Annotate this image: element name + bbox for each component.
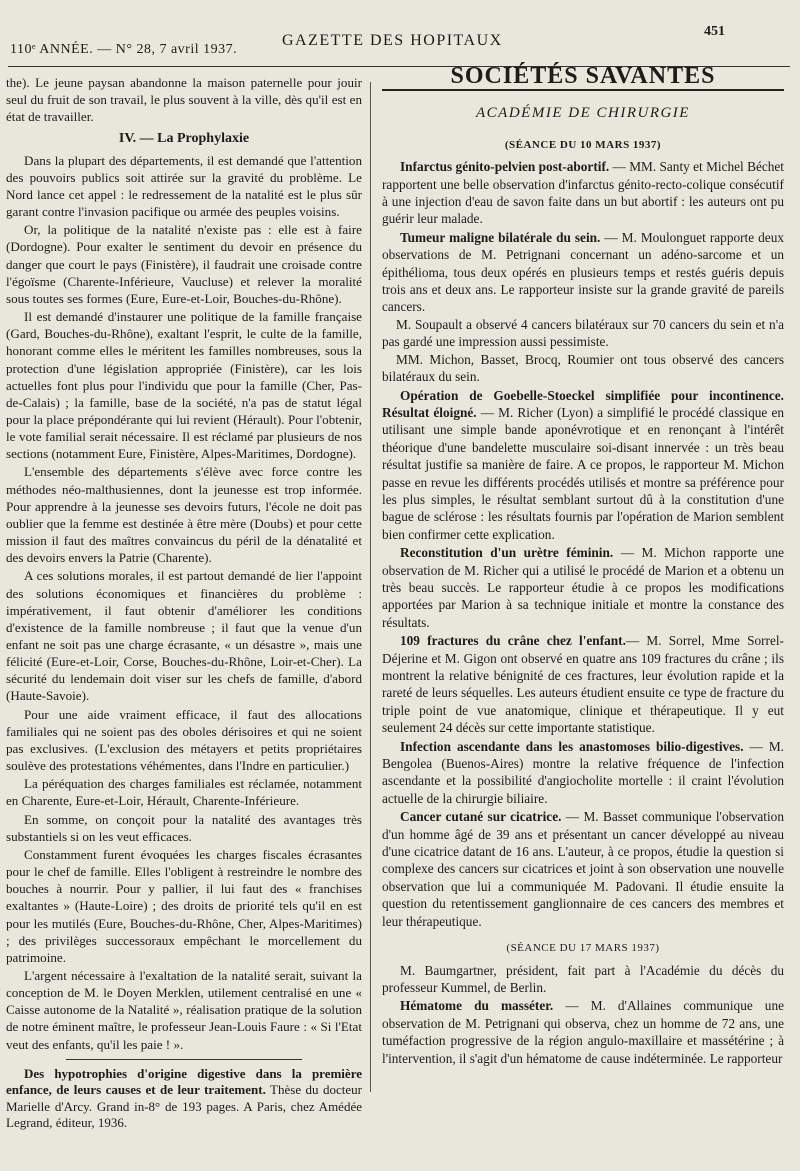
session-date: (SÉANCE DU 17 MARS 1937) — [506, 942, 660, 955]
column-divider — [370, 82, 371, 1092]
journal-title: GAZETTE DES HOPITAUX — [282, 32, 503, 49]
entry-title: Opération de Goebelle-Stoeckel simplifiée pour incontinence. Résultat éloigné. — [382, 387, 784, 420]
session-date: (SÉANCE DU 10 MARS 1937) — [504, 138, 662, 151]
report-entry — [382, 387, 784, 544]
report-entry — [382, 808, 784, 930]
page-number: 451 — [704, 24, 725, 39]
paragraph: Il est demandé d'instaurer une politique de la famille française (Gard, Bouches-du-Rhône), exaltant l'esprit, le culte de la famille, honorant comme elles le méritent les familles nombreuses, sous la protection d'une législation appropriée (Finistère), car les lois actuelles font plus pour l'individu que pour la famille (Cher, Pas-de-Calais) ; la famille, base de la société, n'a pas de statut légal pour la place prépondérante qui lui revient (Hérault). Pour l'obtenir, le vote familial serait nécessaire. Il est réclamé par plusieurs de nos sections (notamment Eure, Finistère, Alpes-Maritimes, Dordogne). — [6, 309, 362, 462]
issue-line: 110ᵉ ANNÉE. — N° 28, 7 avril 1937. — [10, 42, 238, 57]
entry-title: Tumeur maligne bilatérale du sein. — [400, 229, 601, 245]
entry-title: Infection ascendante dans les anastomoses bilio-digestives. — [400, 738, 744, 754]
entry-body: — M. Michon rapporte une observation de M. Richer qui a utilisé le procédé de Marion et a obtenu un très beau succès. Le rapporteur étudie à ce propos les modifications apportées par Marion à sa technique initiale et montre la constance des résultats. — [382, 545, 784, 630]
entry-title: 109 fractures du crâne chez l'enfant. — [400, 633, 626, 649]
entry-body: — M. d'Allaines communique une observation de M. Petrignani qui observa, chez un homme de 72 ans, une tuméfaction progressive de la région angulo-maxillaire et massétérine ; à l'intervention, il s'agit d'un hématome de cause indéterminée. Le rapporteur — [382, 998, 785, 1066]
thesis-notice — [6, 1066, 362, 1132]
section-title: SOCIÉTÉS SAVANTES — [382, 68, 784, 91]
paragraph: La péréquation des charges familiales est réclamée, notamment en Charente, Eure-et-Loir, Hérault, Charente-Inférieure. — [6, 776, 362, 809]
report-entry — [382, 997, 784, 1067]
page-header — [0, 18, 800, 58]
entry-body: — M. Sorrel, Mme Sorrel-Déjerine et M. Gigon ont observé en quatre ans 109 fractures du crâne ; ils montrent la relative bénignité de ces fractures, leur évolution rapide et la rareté de leurs séquelles. Les auteurs étudient ensuite ce type de fracture du triple point de vue anatomique, clinique et thérapeutique. Il y eut seulement 24 décès sur cette importante statistique. — [382, 633, 784, 736]
entry-title: Cancer cutané sur cicatrice. — [400, 809, 562, 825]
report-entry — [382, 158, 784, 228]
thesis-title: Des hypotrophies d'origine digestive dans la première enfance, de leurs causes et de leur traitement. — [6, 1065, 362, 1098]
report-entry — [382, 544, 784, 631]
separator-rule — [66, 1059, 302, 1060]
paragraph: MM. Michon, Basset, Brocq, Roumier ont tous observé des cancers bilatéraux du sein. — [382, 351, 784, 385]
section-heading-prophylaxie: IV. — La Prophylaxie — [118, 131, 250, 147]
report-entry — [382, 632, 784, 736]
paragraph: Dans la plupart des départements, il est demandé que l'attention des pouvoirs publics soit attirée sur la gravité du problème. Le Nord lance cet appel : le redressement de la natalité est le plus sûr garant contre l'invasion pacifique ou armée des peuples voisins. — [6, 152, 362, 220]
entry-body: — MM. Santy et Michel Béchet rapportent une belle observation d'infarctus génito-recto-colique consécutif à une injection d'eau de savon faite dans un but abortif : les auteurs ont pu guérir leur malade. — [382, 159, 784, 227]
report-entry — [382, 738, 784, 808]
academy-heading: ACADÉMIE DE CHIRURGIE — [476, 105, 690, 122]
entry-title: Reconstitution d'un urètre féminin. — [400, 545, 614, 561]
paragraph: M. Baumgartner, président, fait part à l'Académie du décès du professeur Kummel, de Berlin. — [382, 962, 784, 995]
entry-body: — M. Basset communique l'observation d'un homme âgé de 39 ans et présentant un cancer développé au niveau d'une cicatrice datant de 16 ans. L'auteur, à ce propos, étudie la question si complexe des cancers sur cicatrices et joint à son observation une nouvelle observation que lui a communiquée M. Padovani. Il étudie ensuite la question du retentissement ganglionnaire de ces cancers des membres et leur thérapeutique. — [382, 809, 784, 929]
paragraph: A ces solutions morales, il est partout demandé de lier l'appoint des solutions économiques et financières du problème : impérativement, il faut obtenir d'améliorer les conditions d'existence de la famille nombreuse ; il faut que la venue d'un enfant ne soit pas une charge écrasante, « un désastre », mais une félicité (Eure-et-Loir, Corse, Bouches-du-Rhône, Loir-et-Cher). La sécurité du lendemain doit viser sur les chefs de famille, d'abord (Haute-Savoie). — [6, 568, 362, 704]
paragraph: M. Soupault a observé 4 cancers bilatéraux sur 70 cancers du sein et n'a pas gardé une impression aussi pessimiste. — [382, 316, 784, 350]
thesis-details: Thèse du docteur Marielle d'Arcy. Grand in-8° de 193 pages. A Paris, chez Amédée Legrand, éditeur, 1936. — [6, 1082, 362, 1131]
paragraph: Or, la politique de la natalité n'existe pas : elle est à faire (Dordogne). Pour exalter le sentiment du devoir en présence du danger que court le pays (Finistère), il faudrait une croisade contre l'égoïsme (Charente-Inférieure, Vaucluse) et relever la moralité sous toutes ses formes (Eure, Eure-et-Loir, Bouches-du-Rhône). — [6, 222, 362, 306]
entry-title: Infarctus génito-pelvien post-abortif. — [400, 159, 610, 175]
paragraph: L'argent nécessaire à l'exaltation de la natalité serait, suivant la conception de M. le Doyen Merklen, utilement centralisé en une « Caisse autonome de la Natalité », réalisation pratique de la solution de notre éminent maître, le professeur Jean-Louis Faure : « Si l'Etat veut des enfants, qu'il les paie ! ». — [6, 967, 362, 1052]
right-column — [382, 63, 785, 1067]
entry-title: Hématome du masséter. — [400, 998, 554, 1014]
report-entry — [382, 229, 784, 316]
paragraph: Pour une aide vraiment efficace, il faut des allocations familiales qui ne soient pas des oboles dérisoires et qui ne soient pas exclusives. (L'exclusion des métayers et petits propriétaires soulève des protestations véhémentes, dans l'Indre en particulier.) — [6, 706, 362, 774]
paragraph: En somme, on conçoit pour la natalité des avantages très substantiels si on les veut efficaces. — [6, 811, 362, 844]
paragraph: the). Le jeune paysan abandonne la maison paternelle pour jouir seul du fruit de son travail, le plus souvent à la ville, dès qu'il est en état de travailler. — [6, 75, 362, 125]
paragraph: Constamment furent évoquées les charges fiscales écrasantes pour le chef de famille. Elles l'obligent à restreindre le nombre des bouches à nourrir. Pour y pallier, il lui faut des « franchises exaltantes » (Haute-Loire) ; des droits de priorité tels qu'il en est pour les mutilés (Eure, Bouches-du-Rhône, Cher, Alpes-Maritimes) ; des privilèges successoraux empêchant le morcellement du patrimoine. — [6, 846, 362, 965]
paragraph: L'ensemble des départements s'élève avec force contre les méthodes néo-malthusiennes, dont la jeunesse est trop informée. Pour apprendre à la jeunesse ses devoirs futurs, l'école ne doit pas oublier que la femme est destinée à être mère (Doubs) et pour cette mission il faut des maîtres convaincus du péril de la dénatalité et des devoirs envers la Patrie (Charente). — [6, 464, 362, 566]
entry-body: — M. Bengolea (Buenos-Aires) montre la relative fréquence de l'infection ascendante et la possibilité d'angiocholite mortelle : il craint l'évolution actuelle de la chirurgie biliaire. — [382, 738, 784, 806]
entry-body: — M. Richer (Lyon) a simplifié le procédé classique en utilisant une simple bande aponévrotique et en renonçant à l'intérêt théorique d'une bandelette musculaire soi-disant innervée : un très beau résultat justifie sa manière de faire. A ce propos, le rapporteur M. Michon passe en revue les différents procédés utilisés et montre sa préférence pour les plus simples, le résultat semblant surtout dû à la constitution d'une bague de sclérose : les résultats fournis par l'opération de Marion semblent bien confirmer cette explication. — [382, 404, 784, 542]
entry-body: — M. Moulonguet rapporte deux observations de M. Petrignani concernant un adéno-sarcome et un épithélioma, tous deux opérés en plusieurs temps et restés guéris depuis trois ans et deux ans. Le rapporteur insiste sur la grande gravité de pareils cancers. — [382, 229, 784, 315]
left-column — [6, 74, 362, 1132]
